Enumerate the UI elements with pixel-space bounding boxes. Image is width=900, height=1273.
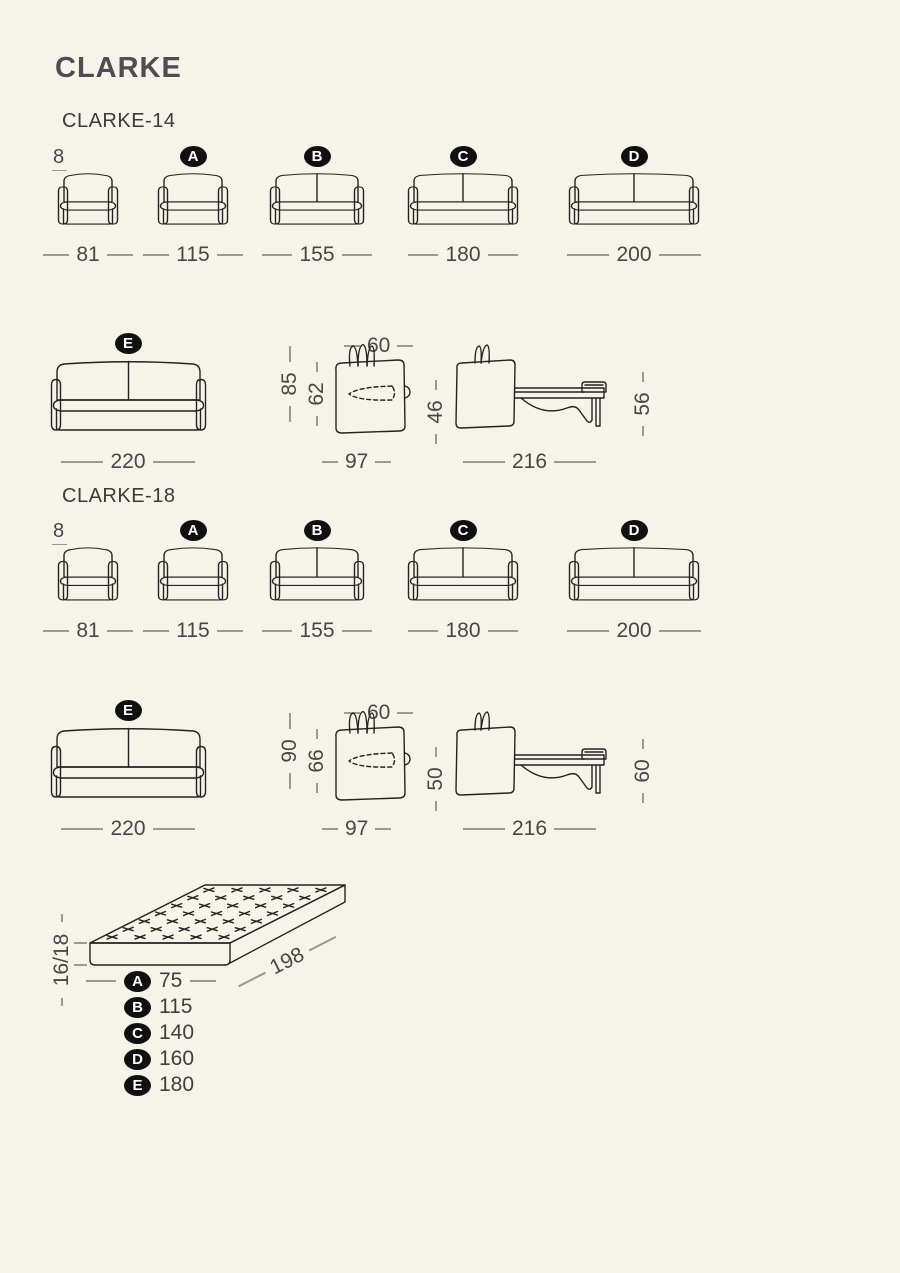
size-badge-e: E bbox=[115, 333, 142, 354]
width-dim: 180 bbox=[408, 619, 517, 643]
size-badge-d: D bbox=[621, 146, 648, 167]
back-height-dim: 62 bbox=[305, 362, 329, 426]
side-view-closed bbox=[278, 697, 468, 847]
sofa-bed-drawing bbox=[451, 709, 629, 801]
sofa-side-drawing bbox=[328, 342, 414, 438]
width-dim: 220 bbox=[61, 817, 194, 841]
seat-height-dim: 46 bbox=[424, 380, 448, 444]
arm-width-dim: 8 bbox=[52, 146, 67, 171]
size-badge-d: D bbox=[621, 520, 648, 541]
width-dim: 180 bbox=[408, 243, 517, 267]
size-badge-c: C bbox=[450, 520, 477, 541]
sofa-front-view-200 bbox=[539, 146, 729, 267]
width-dim: 200 bbox=[567, 619, 700, 643]
mattress-diagram bbox=[50, 858, 470, 1138]
legend-row-e: E 180 bbox=[124, 1074, 216, 1096]
width-dim: 81 bbox=[43, 243, 132, 267]
sofa-front-view-155 bbox=[242, 146, 392, 267]
size-badge-b: B bbox=[304, 520, 331, 541]
sofa-front-view-220 bbox=[23, 700, 233, 841]
sofa-drawing bbox=[267, 171, 367, 227]
legend-row-b: B 115 bbox=[124, 996, 216, 1018]
sofa-front-view-180 bbox=[378, 146, 548, 267]
sofa-drawing bbox=[55, 171, 121, 227]
sofa-drawing bbox=[405, 171, 521, 227]
back-height-dim: 66 bbox=[305, 729, 329, 793]
sofa-drawing bbox=[48, 358, 209, 434]
legend-row-c: C 140 bbox=[124, 1022, 216, 1044]
sofa-drawing bbox=[155, 545, 231, 603]
total-height-dim: 90 bbox=[278, 713, 302, 789]
width-dim: 155 bbox=[262, 243, 371, 267]
width-dim: 220 bbox=[61, 450, 194, 474]
size-badge-e: E bbox=[115, 700, 142, 721]
open-length-dim: 216 bbox=[463, 450, 596, 474]
sofa-drawing bbox=[405, 545, 521, 603]
sofa-drawing bbox=[48, 725, 209, 801]
legend-row-d: D 160 bbox=[124, 1048, 216, 1070]
sofa-drawing bbox=[155, 171, 231, 227]
width-dim: 200 bbox=[567, 243, 700, 267]
sofa-drawing bbox=[267, 545, 367, 603]
sofa-front-view-155 bbox=[242, 520, 392, 643]
bed-height-dim: 56 bbox=[631, 372, 655, 436]
total-depth-dim: 97 bbox=[322, 817, 391, 841]
page-title: CLARKE bbox=[55, 52, 182, 84]
size-badge-c: C bbox=[450, 146, 477, 167]
bed-height-dim: 60 bbox=[631, 739, 655, 803]
sofa-bed-drawing bbox=[451, 342, 629, 434]
sofa-side-drawing bbox=[328, 709, 414, 805]
side-view-open-bed bbox=[445, 697, 695, 847]
size-badge-b: B bbox=[304, 146, 331, 167]
total-height-dim: 85 bbox=[278, 346, 302, 422]
size-badge-c: C bbox=[124, 1023, 151, 1044]
mattress-length-dim: 198 bbox=[233, 903, 386, 997]
seat-height-dim: 50 bbox=[424, 747, 448, 811]
section-title-clarke-18: CLARKE-18 bbox=[62, 485, 176, 507]
size-badge-a: A bbox=[180, 520, 207, 541]
open-length-dim: 216 bbox=[463, 817, 596, 841]
width-dim: 81 bbox=[43, 619, 132, 643]
arm-width-dim: 8 bbox=[52, 520, 67, 545]
side-view-open-bed bbox=[445, 330, 695, 480]
total-depth-dim: 97 bbox=[322, 450, 391, 474]
sofa-front-view-200 bbox=[539, 520, 729, 643]
size-badge-e: E bbox=[124, 1075, 151, 1096]
back-depth-dim: 60 bbox=[344, 334, 413, 358]
width-dim: 115 bbox=[143, 619, 242, 643]
sofa-drawing bbox=[566, 171, 702, 227]
size-badge-a: A bbox=[124, 971, 151, 992]
sofa-drawing bbox=[566, 545, 702, 603]
width-dim: 115 bbox=[143, 243, 242, 267]
section-title-clarke-14: CLARKE-14 bbox=[62, 110, 176, 132]
size-badge-a: A bbox=[180, 146, 207, 167]
sofa-front-view-115 bbox=[128, 520, 258, 643]
size-badge-d: D bbox=[124, 1049, 151, 1070]
mattress-size-legend bbox=[86, 970, 216, 1096]
sofa-front-view-220 bbox=[23, 333, 233, 474]
sofa-front-view-115 bbox=[128, 146, 258, 267]
sofa-drawing bbox=[55, 545, 121, 603]
mattress-thickness-dim: 16/18 bbox=[50, 914, 74, 1006]
size-badge-b: B bbox=[124, 997, 151, 1018]
back-depth-dim: 60 bbox=[344, 701, 413, 725]
sofa-front-view-180 bbox=[378, 520, 548, 643]
width-dim: 155 bbox=[262, 619, 371, 643]
side-view-closed bbox=[278, 330, 468, 480]
legend-row-a: A 75 bbox=[86, 970, 216, 992]
